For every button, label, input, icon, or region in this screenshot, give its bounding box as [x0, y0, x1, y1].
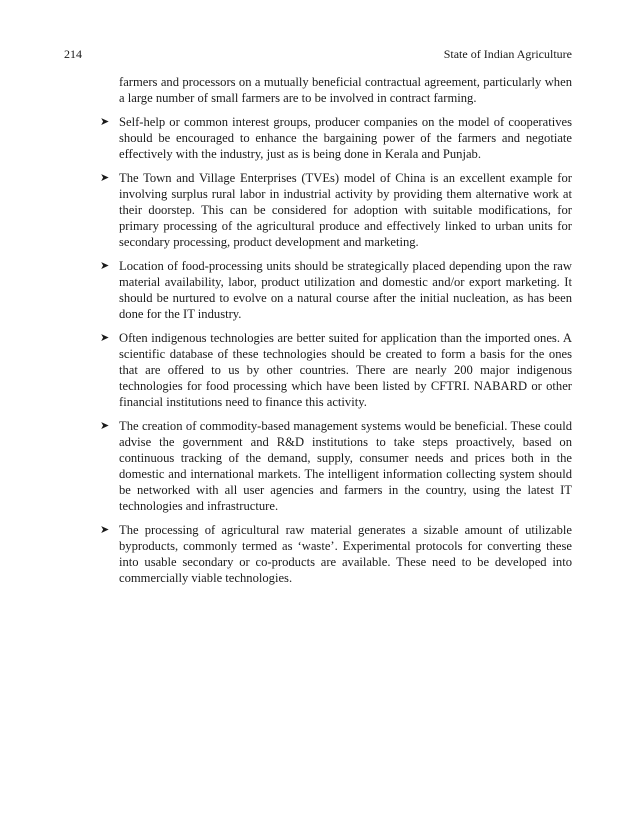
- arrowhead-bullet-icon: ➤: [100, 115, 110, 128]
- arrowhead-bullet-icon: ➤: [100, 259, 110, 272]
- arrowhead-bullet-icon: ➤: [100, 171, 110, 184]
- page-header: [64, 46, 572, 62]
- list-item-text: Self-help or common interest groups, producer companies on the model of cooperatives should be encouraged to enhance the bargaining power of the farmers and negotiate effectively with the industry, just as is being done in Kerala and Punjab.: [119, 115, 572, 161]
- recommendation-list: [98, 114, 572, 586]
- arrowhead-bullet-icon: ➤: [100, 419, 110, 432]
- list-item: [98, 522, 572, 586]
- arrowhead-bullet-icon: ➤: [100, 523, 110, 536]
- list-item-text: The processing of agricultural raw material generates a sizable amount of utilizable byproducts, commonly termed as ‘waste’. Experimental protocols for converting these into usable secondary or co-products are available. These need to be developed into commercially viable technologies.: [119, 523, 572, 585]
- list-item: [98, 418, 572, 514]
- list-item: [98, 330, 572, 410]
- list-item-text: Often indigenous technologies are better suited for application than the imported ones. A scientific database of these technologies should be created to form a basis for the ones that are offered to us by other countries. There are nearly 200 major indigenous technologies for food processing which have been listed by CFTRI. NABARD or other financial institutions need to finance this activity.: [119, 331, 572, 409]
- running-title: State of Indian Agriculture: [443, 47, 572, 61]
- page-body: [98, 74, 572, 586]
- arrowhead-bullet-icon: ➤: [100, 331, 110, 344]
- list-item-text: The Town and Village Enterprises (TVEs) model of China is an excellent example for involving surplus rural labor in industrial activity by providing them alternative work at their doorstep. This can be considered for adoption with suitable modifications, for primary processing of the agricultural produce and effectively linked to urban units for secondary processing, product development and marketing.: [119, 171, 572, 249]
- list-item-text: Location of food-processing units should be strategically placed depending upon the raw material availability, labor, product utilization and domestic and/or export marketing. It should be nurtured to evolve on a natural course after the initial nucleation, as has been done for the IT industry.: [119, 259, 572, 321]
- continued-paragraph: farmers and processors on a mutually beneficial contractual agreement, particularly when a large number of small farmers are to be involved in contract farming.: [119, 75, 572, 105]
- list-item: [98, 114, 572, 162]
- list-item-text: The creation of commodity-based management systems would be beneficial. These could advise the government and R&D institutions to take steps proactively, based on continuous tracking of the demand, supply, consumer needs and prices both in the domestic and international markets. The intelligent information collecting system should be networked with all user agencies and farmers in the country, using the latest IT technologies and infrastructure.: [119, 419, 572, 513]
- list-item: [98, 258, 572, 322]
- list-item: [98, 170, 572, 250]
- page-number: 214: [64, 47, 82, 61]
